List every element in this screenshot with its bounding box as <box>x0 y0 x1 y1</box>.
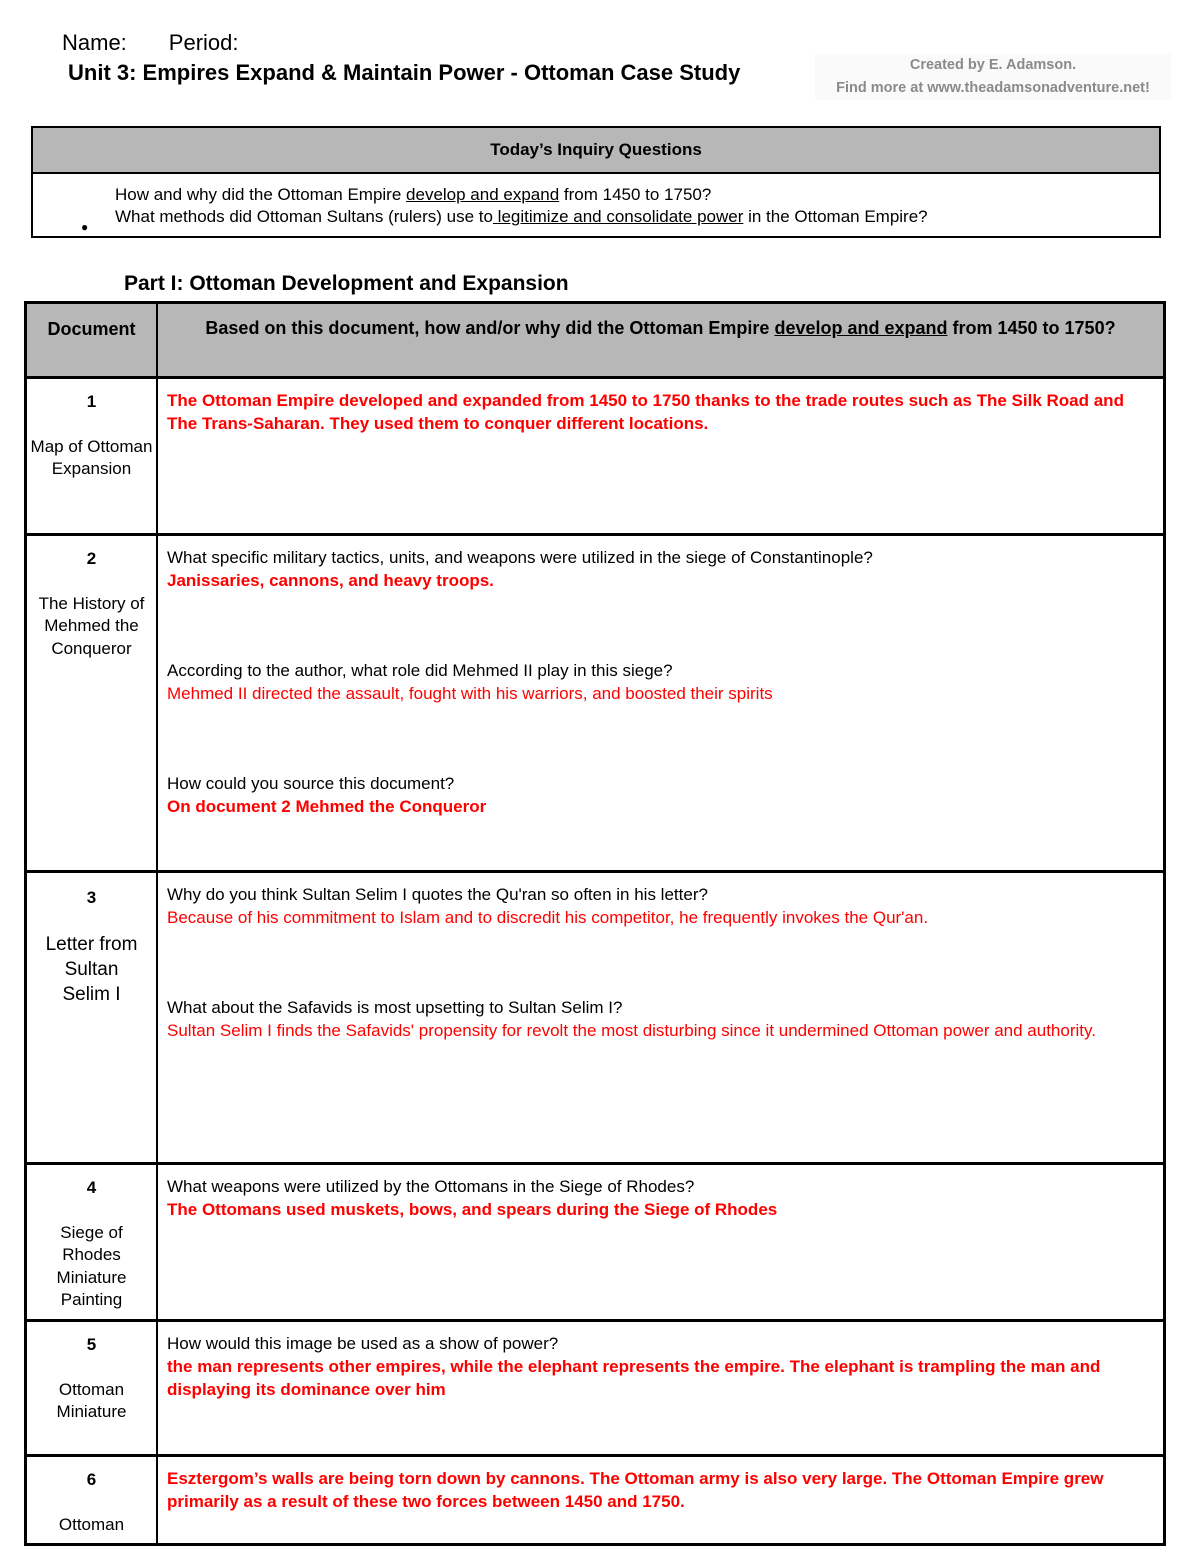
answer-text[interactable]: Janissaries, cannons, and heavy troops. <box>167 571 494 590</box>
question-text: What specific military tactics, units, and weapons were utilized in the siege of Constantinople? <box>167 548 873 567</box>
qa-block <box>167 659 1151 705</box>
answer-text[interactable]: The Ottomans used muskets, bows, and spears during the Siege of Rhodes <box>167 1200 778 1219</box>
question-text: How would this image be used as a show of power? <box>167 1334 559 1353</box>
table-row <box>27 1454 1163 1543</box>
doc-name: Letter from Sultan Selim I <box>45 934 138 1005</box>
table-row <box>27 1319 1163 1454</box>
q-text: in the Ottoman Empire? <box>743 207 928 226</box>
doc-cell <box>27 1165 158 1319</box>
answer-text[interactable]: Mehmed II directed the assault, fought with his warriors, and boosted their spirits <box>167 684 773 703</box>
table-row <box>27 533 1163 870</box>
qa-block <box>167 772 1151 818</box>
q-text: What methods did Ottoman Sultans (rulers) use to <box>115 207 493 226</box>
answer-cell <box>158 1322 1163 1454</box>
doc-cell <box>27 379 158 533</box>
qa-block <box>167 996 1151 1042</box>
question-text: Why do you think Sultan Selim I quotes the Qu'ran so often in his letter? <box>167 885 708 904</box>
doc-name: Map of Ottoman Expansion <box>30 436 153 478</box>
col-document: Document <box>27 304 158 376</box>
qa-block <box>167 1332 1151 1401</box>
question-text: What weapons were utilized by the Ottomans in the Siege of Rhodes? <box>167 1177 695 1196</box>
q-underline: legitimize and consolidate power <box>492 207 744 226</box>
inquiry-question-1 <box>33 184 1159 206</box>
table-row <box>27 870 1163 1162</box>
q-text: from 1450 to 1750? <box>559 185 712 204</box>
name-period-line <box>62 30 281 56</box>
doc-name: Siege of Rhodes Miniature Painting <box>56 1222 127 1309</box>
name-label: Name: <box>62 30 127 55</box>
answer-text[interactable]: the man represents other empires, while the elephant represents the empire. The elephant is trampling the man and displaying its dominance over him <box>167 1357 1101 1399</box>
document-table <box>24 301 1166 1546</box>
answer-text[interactable]: Because of his commitment to Islam and to discredit his competitor, he frequently invokes the Qur'an. <box>167 908 929 927</box>
question-text: According to the author, what role did Mehmed II play in this siege? <box>167 661 673 680</box>
inquiry-box <box>31 126 1161 238</box>
question-text: What about the Safavids is most upsetting to Sultan Selim I? <box>167 998 623 1017</box>
col-text: Based on this document, how and/or why did the Ottoman Empire <box>205 318 775 338</box>
table-row <box>27 1162 1163 1319</box>
qa-block <box>167 883 1151 929</box>
q-underline: develop and expand <box>406 185 560 204</box>
answer-text[interactable]: On document 2 Mehmed the Conqueror <box>167 797 487 816</box>
answer-cell <box>158 536 1163 870</box>
answer-text[interactable]: Esztergom’s walls are being torn down by cannons. The Ottoman army is also very large. The Ottoman Empire grew primarily as a result of these two forces between 1450 and 1750. <box>167 1469 1104 1511</box>
doc-cell <box>27 873 158 1162</box>
col-underline: develop and expand <box>774 318 948 338</box>
page-title: Unit 3: Empires Expand & Maintain Power - Ottoman Case Study <box>68 60 741 85</box>
answer-text[interactable]: The Ottoman Empire developed and expanded from 1450 to 1750 thanks to the trade routes such as The Silk Road and The Trans-Saharan. They used them to conquer different locations. <box>167 391 1124 433</box>
part-title: Part I: Ottoman Development and Expansion <box>124 272 569 295</box>
credit-line: Created by E. Adamson. <box>909 57 1077 73</box>
q-text: How and why did the Ottoman Empire <box>115 185 407 204</box>
doc-cell <box>27 536 158 870</box>
answer-cell <box>158 1457 1163 1543</box>
doc-name: Ottoman Miniature <box>56 1379 127 1421</box>
doc-number: 4 <box>86 1178 97 1197</box>
qa-block <box>167 1175 1151 1221</box>
qa-block <box>167 546 1151 592</box>
doc-cell <box>27 1457 158 1543</box>
inquiry-question-2 <box>33 206 1159 228</box>
doc-cell <box>27 1322 158 1454</box>
answer-cell <box>158 379 1163 533</box>
table-row <box>27 376 1163 533</box>
question-text: How could you source this document? <box>167 774 455 793</box>
doc-name: The History of Mehmed the Conqueror <box>38 593 145 658</box>
credit <box>815 54 1171 100</box>
doc-number: 6 <box>86 1470 97 1489</box>
answer-text[interactable]: Sultan Selim I finds the Safavids' propensity for revolt the most disturbing since it undermined Ottoman power and authority. <box>167 1021 1096 1040</box>
period-label: Period: <box>168 30 239 55</box>
col-question <box>158 304 1163 376</box>
doc-number: 1 <box>86 392 97 411</box>
col-text: from 1450 to 1750? <box>947 318 1116 338</box>
credit-link: Find more at www.theadamsonadventure.net! <box>836 80 1150 96</box>
bullet-icon: ● <box>81 220 89 234</box>
doc-name: Ottoman <box>58 1514 125 1534</box>
table-header <box>27 304 1163 376</box>
answer-cell <box>158 1165 1163 1319</box>
doc-number: 2 <box>86 549 97 568</box>
answer-cell <box>158 873 1163 1162</box>
inquiry-heading: Today’s Inquiry Questions <box>33 128 1159 174</box>
doc-number: 3 <box>86 888 97 907</box>
doc-number: 5 <box>86 1335 97 1354</box>
